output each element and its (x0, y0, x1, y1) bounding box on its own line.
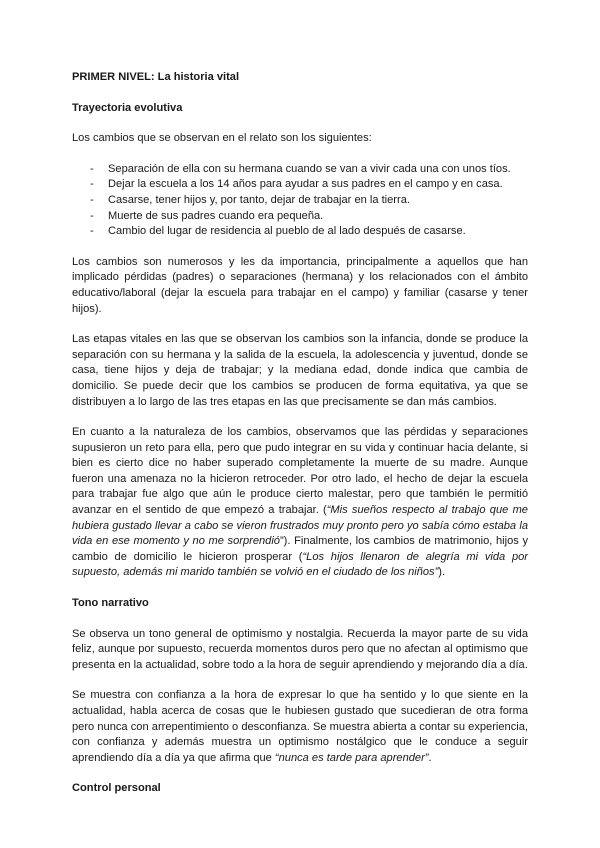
document-title: PRIMER NIVEL: La historia vital (72, 71, 240, 83)
section-heading-trayectoria: Trayectoria evolutiva (72, 101, 183, 114)
paragraph-text: ”). Finalmente, los cambios de matrimonio, hijos y cambio de domicilio le hicieron prosperar ( (72, 535, 528, 563)
list-item (72, 193, 528, 209)
bullet-dash-icon: - (90, 162, 94, 175)
bullet-dash-icon: - (90, 193, 94, 206)
list-item (72, 224, 528, 240)
list-item (72, 177, 528, 193)
paragraph-text: En cuanto a la naturaleza de los cambios, observamos que las pérdidas y separaciones supusieron un reto para ella, pero que pudo integrar en su vida y continuar hacia delante, si bien es cierto dice no haber superado completamente la muerte de su madre. Aunque fueron una amenaza no la hicieron retroceder. Por otro lado, el hecho de dejar la escuela para trabajar fue algo que aún le produce cierto malestar, pero que también le permitió avanzar en el sentido de que empezó a trabajar. ( (72, 426, 528, 517)
section-heading-tono: Tono narrativo (72, 597, 149, 610)
quote-children-joy: “Los hijos llenaron de alegría mi vida por supuesto, además mi marido también se volvió en el ciudado de los niños” (72, 550, 528, 579)
list-item-text: Separación de ella con su hermana cuando se van a vivir cada una con unos tíos. (108, 162, 511, 175)
paragraph-life-stages: Las etapas vitales en las que se observan los cambios son la infancia, donde se produce la separación con su hermana y la salida de la escuela, la adolescencia y juventud, donde se casa, tiene hijos y deja de trabajar; y la mediana edad, donde indica que cambia de domicilio. Se puede decir que los cambios se producen de forma equitativa, ya que se distribuyen a lo largo de las tres etapas en las que precisamente se dan más cambios. (72, 333, 528, 408)
changes-intro: Los cambios que se observan en el relato son los siguientes: (72, 132, 372, 145)
quote-work-dreams: “Mis sueños respecto al trabajo que me hubiera gustado llevar a cabo se vieron frustrados muy pronto pero yo sabía cómo estaba la vida en ese momento y no me sorprendió (72, 504, 528, 548)
section-heading-control: Control personal (72, 782, 161, 795)
bullet-dash-icon: - (90, 225, 94, 238)
paragraph-nature-of-changes (72, 425, 528, 581)
bullet-dash-icon: - (90, 209, 94, 222)
list-item-text: Casarse, tener hijos y, por tanto, dejar de trabajar en la tierra. (108, 193, 410, 206)
paragraph-text: . (428, 751, 432, 764)
list-item (72, 162, 528, 178)
bullet-dash-icon: - (90, 178, 94, 191)
list-item-text: Muerte de sus padres cuando era pequeña. (108, 209, 324, 222)
list-item-text: Dejar la escuela a los 14 años para ayudar a sus padres en el campo y en casa. (108, 178, 503, 191)
paragraph-importance: Los cambios son numerosos y les da importancia, principalmente a aquellos que han implicado pérdidas (padres) o separaciones (hermana) y los relacionados con el ámbito educativo/laboral (dejar la escuela para trabajar en el campo) y familiar (casarse y tener hijos). (72, 255, 528, 315)
paragraph-tone-general: Se observa un tono general de optimismo y nostalgia. Recuerda la mayor parte de su vida feliz, aunque por supuesto, recuerda momentos duros pero que no afectan al optimismo que presenta en la actualidad, sobre todo a la hora de seguir aprendiendo y mejorando día a día. (72, 627, 528, 671)
paragraph-tone-confidence (72, 688, 528, 766)
changes-list (72, 162, 528, 240)
paragraph-text: ). (438, 566, 446, 579)
quote-never-late: “nunca es tarde para aprender” (274, 751, 429, 764)
paragraph-text: Se muestra con confianza a la hora de expresar lo que ha sentido y lo que siente en la actualidad, habla acerca de cosas que le hubiesen gustado que sucedieran de otra forma pero nunca con arrepentimiento o desconfianza. Se muestra abierta a contar su experiencia, con confianza y además muestra un optimismo nostálgico que le conduce a seguir aprendiendo día a día ya que afirma que (72, 689, 528, 764)
list-item (72, 209, 528, 225)
list-item-text: Cambio del lugar de residencia al pueblo de al lado después de casarse. (108, 225, 466, 238)
